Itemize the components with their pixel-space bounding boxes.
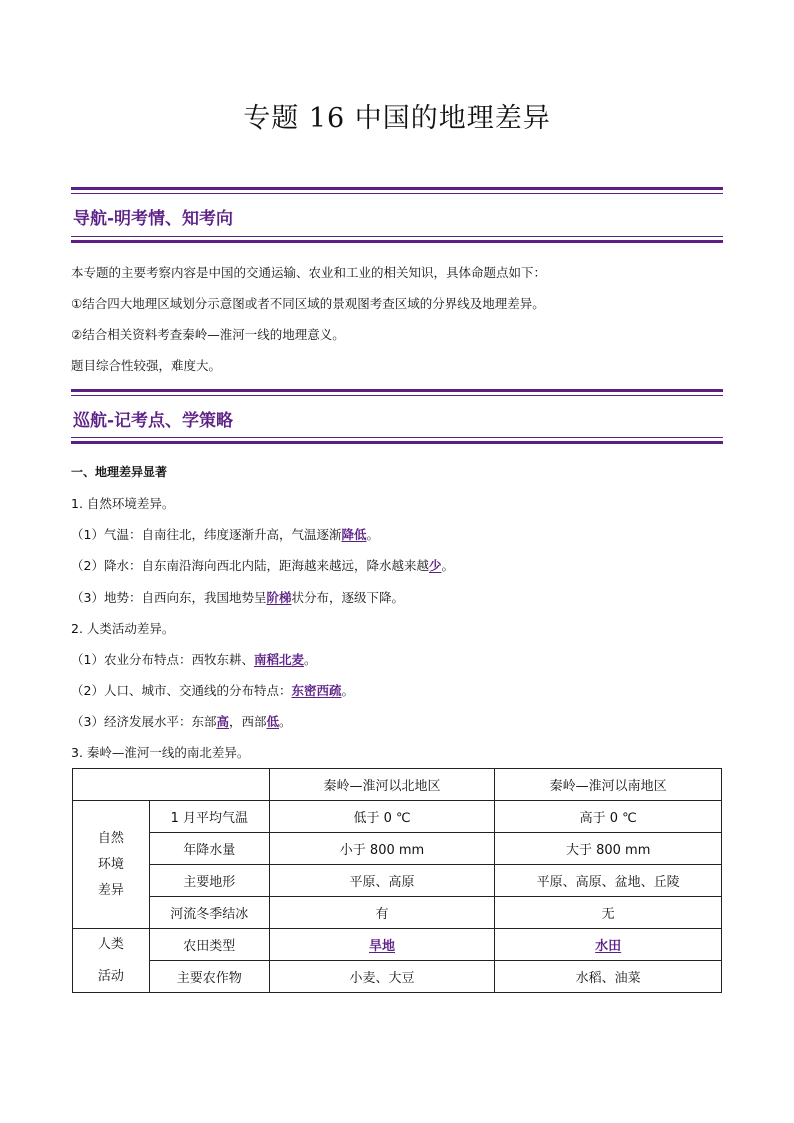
intro-line: 题目综合性较强，难度大。 [71, 358, 222, 373]
row-group-human [73, 929, 150, 993]
section-header-navigation [71, 187, 723, 243]
key-term: 阶梯 [266, 590, 292, 605]
table-header-row [73, 769, 722, 801]
divider [71, 187, 723, 190]
row-label: 河流冬季结冰 [149, 897, 269, 929]
list-item [71, 556, 454, 574]
south-cell: 平原、高原、盆地、丘陵 [495, 865, 722, 897]
divider [71, 389, 723, 392]
text: 。 [341, 683, 354, 698]
column-header-north: 秦岭—淮河以北地区 [269, 769, 495, 801]
document-title: 专题 16 中国的地理差异 [243, 103, 551, 134]
north-cell [269, 929, 495, 961]
text: ，西部 [228, 714, 267, 729]
text: （1）气温：自南往北，纬度逐渐升高，气温逐渐 [71, 527, 342, 542]
key-term: 水田 [595, 939, 622, 954]
key-term: 降低 [341, 527, 367, 542]
text: （3）经济发展水平：东部 [71, 714, 217, 729]
column-header-south: 秦岭—淮河以南地区 [495, 769, 722, 801]
key-term: 高 [216, 714, 229, 729]
key-term: 低 [266, 714, 280, 729]
divider [71, 193, 723, 194]
list-item [71, 525, 379, 543]
group-label-line: 差异 [97, 882, 124, 898]
list-item: 1. 自然环境差异。 [71, 496, 175, 511]
table-row [73, 833, 722, 865]
text: 。 [441, 558, 454, 573]
row-label: 主要农作物 [149, 961, 269, 993]
table-row [73, 929, 722, 961]
divider [71, 236, 723, 237]
section-header-review [71, 389, 723, 445]
table-corner-cell [73, 769, 270, 801]
north-cell: 小麦、大豆 [269, 961, 495, 993]
north-cell: 低于 0 ℃ [269, 801, 495, 833]
list-item: 3. 秦岭—淮河一线的南北差异。 [71, 745, 250, 760]
table-row [73, 801, 722, 833]
table-row [73, 865, 722, 897]
row-label: 1 月平均气温 [149, 801, 269, 833]
subheading: 一、地理差异显著 [71, 465, 168, 479]
text: （3）地势：自西向东，我国地势呈 [71, 590, 267, 605]
text: 。 [366, 527, 379, 542]
key-term: 旱地 [369, 939, 396, 954]
table-row [73, 961, 722, 993]
section-title: 巡航-记考点、学策略 [73, 411, 234, 431]
text: （2）降水：自东南沿海向西北内陆，距海越来越远，降水越来越 [71, 558, 429, 573]
south-cell: 无 [495, 897, 722, 929]
south-cell: 大于 800 mm [495, 833, 722, 865]
intro-line: ②结合相关资料考查秦岭—淮河一线的地理意义。 [71, 327, 345, 342]
group-label-line: 人类 [97, 936, 124, 952]
south-cell: 水稻、油菜 [495, 961, 722, 993]
north-cell: 小于 800 mm [269, 833, 495, 865]
group-label-line: 活动 [97, 968, 124, 984]
text: （1）农业分布特点：西牧东耕、 [71, 652, 254, 667]
text: （2）人口、城市、交通线的分布特点： [71, 683, 292, 698]
list-item [71, 712, 292, 730]
group-label-line: 环境 [97, 856, 124, 872]
divider [71, 240, 723, 243]
north-cell: 平原、高原 [269, 865, 495, 897]
key-term: 东密西疏 [291, 683, 342, 698]
group-label-line: 自然 [97, 830, 124, 846]
list-item [71, 650, 317, 668]
south-cell [495, 929, 722, 961]
list-item [71, 588, 404, 606]
list-item: 2. 人类活动差异。 [71, 621, 175, 636]
north-cell: 有 [269, 897, 495, 929]
section-title: 导航-明考情、知考向 [73, 209, 234, 229]
row-label: 主要地形 [149, 865, 269, 897]
south-cell: 高于 0 ℃ [495, 801, 722, 833]
text: 状分布，逐级下降。 [291, 590, 404, 605]
row-label: 农田类型 [149, 929, 269, 961]
comparison-table [72, 768, 722, 993]
intro-line: ①结合四大地理区域划分示意图或者不同区域的景观图考查区域的分界线及地理差异。 [71, 296, 545, 311]
divider [71, 437, 723, 438]
key-term: 南稻北麦 [253, 652, 304, 667]
intro-line: 本专题的主要考察内容是中国的交通运输、农业和工业的相关知识，具体命题点如下： [71, 265, 547, 280]
row-group-nature [73, 801, 150, 929]
row-label: 年降水量 [149, 833, 269, 865]
table-row [73, 897, 722, 929]
divider [71, 395, 723, 396]
text: 。 [279, 714, 292, 729]
list-item [71, 681, 354, 699]
divider [71, 441, 723, 444]
key-term: 少 [428, 558, 442, 573]
text: 。 [303, 652, 317, 667]
